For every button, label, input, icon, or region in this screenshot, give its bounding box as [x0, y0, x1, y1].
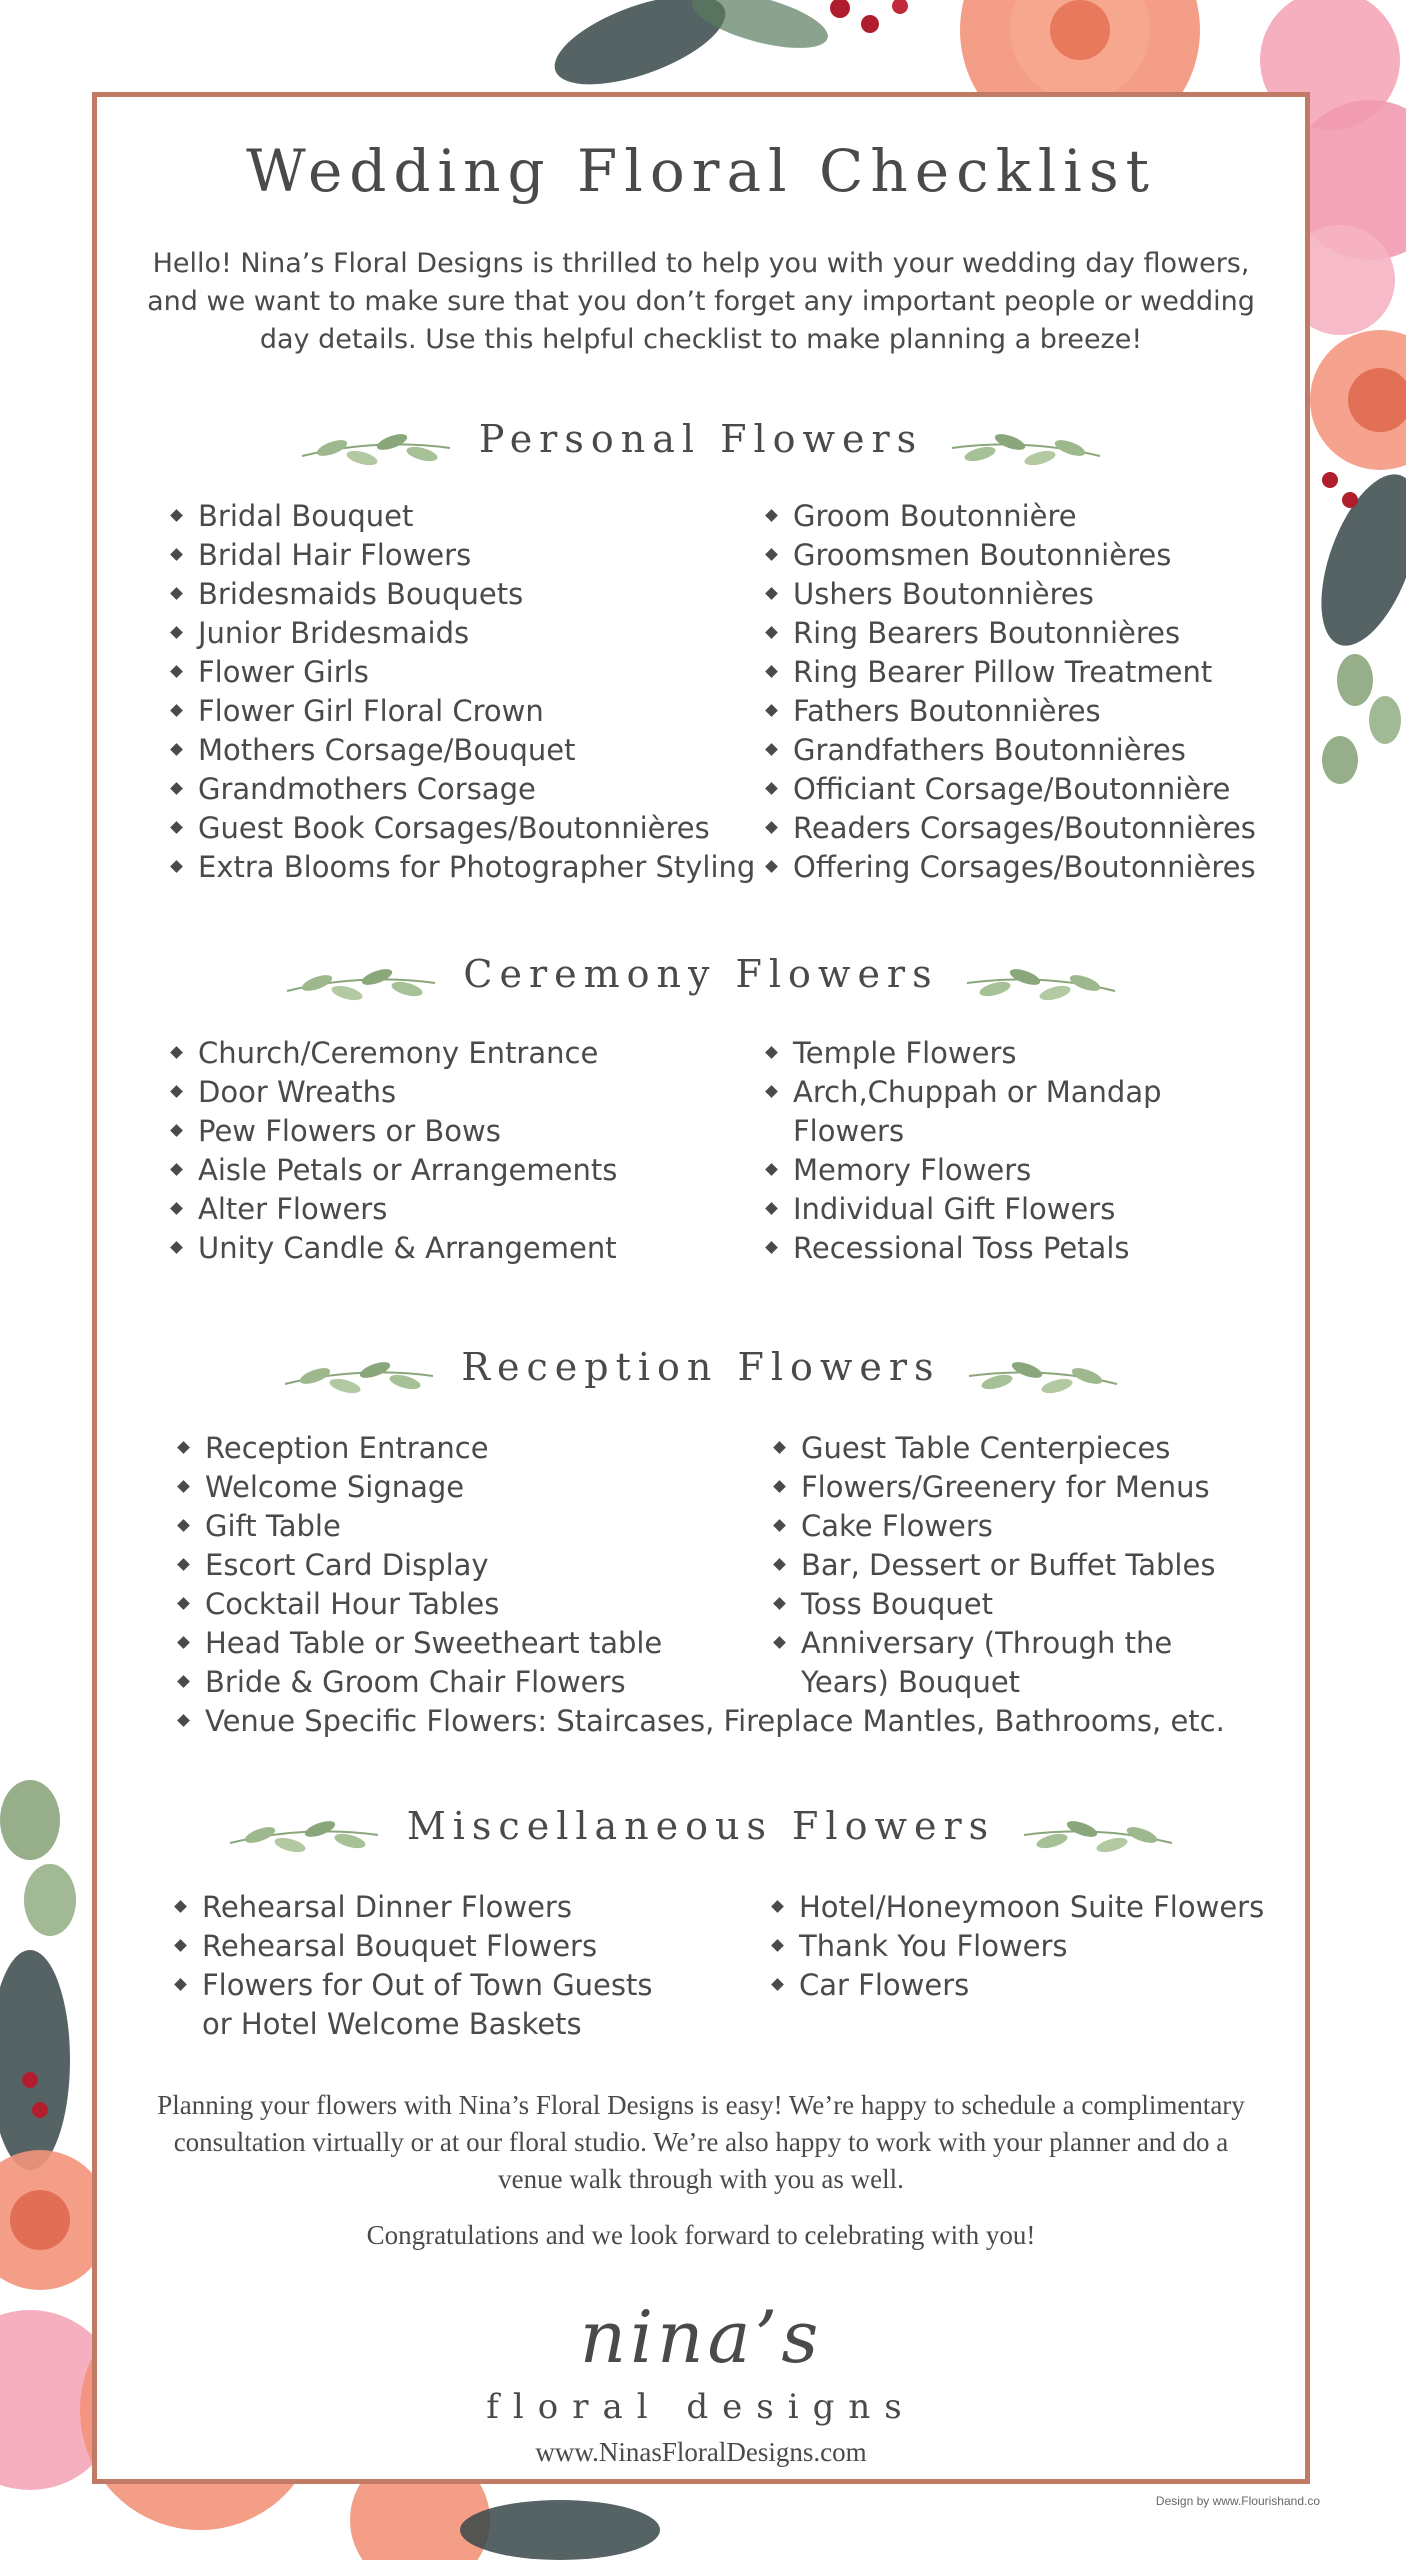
- leaf-sprig-icon: [292, 420, 460, 476]
- section-personal-flowers: [97, 407, 1305, 884]
- leaf-sprig-icon: [220, 1807, 388, 1863]
- list-item: Offering Corsages/Boutonnières: [767, 848, 1256, 887]
- list-item: Individual Gift Flowers: [767, 1190, 1187, 1229]
- list-item: Guest Table Centerpieces: [775, 1429, 1255, 1468]
- list-item: Groom Boutonnière: [767, 497, 1256, 536]
- list-item: Cocktail Hour Tables: [179, 1585, 662, 1624]
- list-item: Grandfathers Boutonnières: [767, 731, 1256, 770]
- leaf-sprig-icon: [277, 955, 445, 1011]
- right-column: [767, 1034, 1187, 1268]
- section-reception-flowers: [97, 1335, 1305, 1738]
- list-item: Anniversary (Through the Years) Bouquet: [775, 1624, 1255, 1702]
- list-item: Ring Bearer Pillow Treatment: [767, 653, 1256, 692]
- section-miscellaneous-flowers: [97, 1794, 1305, 2041]
- right-column: [773, 1888, 1264, 2005]
- list-item: Memory Flowers: [767, 1151, 1187, 1190]
- list-item: Toss Bouquet: [775, 1585, 1255, 1624]
- section-title: Miscellaneous Flowers: [406, 1804, 996, 1848]
- left-column: [172, 1034, 617, 1268]
- list-item: Grandmothers Corsage: [172, 770, 755, 809]
- list-item: Venue Specific Flowers: Staircases, Fireplace Mantles, Bathrooms, etc.: [179, 1702, 1225, 1741]
- section-title: Personal Flowers: [478, 417, 924, 461]
- right-column: [767, 497, 1256, 887]
- list-item: Flower Girl Floral Crown: [172, 692, 755, 731]
- right-column: [775, 1429, 1255, 1702]
- list-item: Pew Flowers or Bows: [172, 1112, 617, 1151]
- list-item: Officiant Corsage/Boutonnière: [767, 770, 1256, 809]
- website-url[interactable]: www.NinasFloralDesigns.com: [535, 2437, 867, 2467]
- section-ceremony-flowers: [97, 942, 1305, 1265]
- page-title: Wedding Floral Checklist: [246, 137, 1156, 205]
- list-item: Flowers for Out of Town Guests or Hotel Welcome Baskets: [176, 1966, 686, 2044]
- full-width-item: [179, 1702, 1225, 1741]
- list-item: Bridal Hair Flowers: [172, 536, 755, 575]
- leaf-sprig-icon: [957, 955, 1125, 1011]
- leaf-sprig-icon: [942, 420, 1110, 476]
- design-credit: Design by www.Flourishand.co: [1155, 2494, 1320, 2508]
- left-column: [176, 1888, 686, 2044]
- list-item: Bridal Bouquet: [172, 497, 755, 536]
- list-item: Bride & Groom Chair Flowers: [179, 1663, 662, 1702]
- list-item: Readers Corsages/Boutonnières: [767, 809, 1256, 848]
- list-item: Escort Card Display: [179, 1546, 662, 1585]
- list-item: Hotel/Honeymoon Suite Flowers: [773, 1888, 1264, 1927]
- list-item: Aisle Petals or Arrangements: [172, 1151, 617, 1190]
- leaf-sprig-icon: [959, 1348, 1127, 1404]
- list-item: Door Wreaths: [172, 1073, 617, 1112]
- list-item: Extra Blooms for Photographer Styling: [172, 848, 755, 887]
- congratulations-text: Congratulations and we look forward to celebrating with you!: [366, 2220, 1036, 2250]
- list-item: Mothers Corsage/Bouquet: [172, 731, 755, 770]
- list-item: Flower Girls: [172, 653, 755, 692]
- list-item: Ring Bearers Boutonnières: [767, 614, 1256, 653]
- list-item: Thank You Flowers: [773, 1927, 1264, 1966]
- closing-paragraph: Planning your flowers with Nina’s Floral Designs is easy! We’re happy to schedule a complimentary consultation virtually or at our floral studio. We’re also happy to work with your planner and do a venue walk through with you as well.: [157, 2090, 1245, 2194]
- list-item: Fathers Boutonnières: [767, 692, 1256, 731]
- list-item: Junior Bridesmaids: [172, 614, 755, 653]
- leaf-sprig-icon: [275, 1348, 443, 1404]
- section-title: Reception Flowers: [461, 1345, 941, 1389]
- left-column: [179, 1429, 662, 1702]
- list-item: Reception Entrance: [179, 1429, 662, 1468]
- list-item: Arch,Chuppah or Mandap Flowers: [767, 1073, 1187, 1151]
- list-item: Rehearsal Bouquet Flowers: [176, 1927, 686, 1966]
- list-item: Ushers Boutonnières: [767, 575, 1256, 614]
- list-item: Alter Flowers: [172, 1190, 617, 1229]
- list-item: Bridesmaids Bouquets: [172, 575, 755, 614]
- list-item: Church/Ceremony Entrance: [172, 1034, 617, 1073]
- logo-subtitle: floral designs: [486, 2387, 916, 2427]
- intro-text: Hello! Nina’s Floral Designs is thrilled to help you with your wedding day flowers, and we want to make sure that you don’t forget any important people or wedding day details. Use this helpful checklist to make planning a breeze!: [147, 248, 1255, 355]
- logo-script: nina’s: [579, 2295, 823, 2379]
- list-item: Temple Flowers: [767, 1034, 1187, 1073]
- list-item: Guest Book Corsages/Boutonnières: [172, 809, 755, 848]
- leaf-sprig-icon: [1014, 1807, 1182, 1863]
- list-item: Gift Table: [179, 1507, 662, 1546]
- list-item: Unity Candle & Arrangement: [172, 1229, 617, 1268]
- list-item: Bar, Dessert or Buffet Tables: [775, 1546, 1255, 1585]
- list-item: Recessional Toss Petals: [767, 1229, 1187, 1268]
- list-item: Car Flowers: [773, 1966, 1264, 2005]
- list-item: Cake Flowers: [775, 1507, 1255, 1546]
- section-title: Ceremony Flowers: [463, 952, 939, 996]
- list-item: Head Table or Sweetheart table: [179, 1624, 662, 1663]
- list-item: Groomsmen Boutonnières: [767, 536, 1256, 575]
- list-item: Rehearsal Dinner Flowers: [176, 1888, 686, 1927]
- list-item: Flowers/Greenery for Menus: [775, 1468, 1255, 1507]
- list-item: Welcome Signage: [179, 1468, 662, 1507]
- checklist-card: [92, 92, 1310, 2484]
- left-column: [172, 497, 755, 887]
